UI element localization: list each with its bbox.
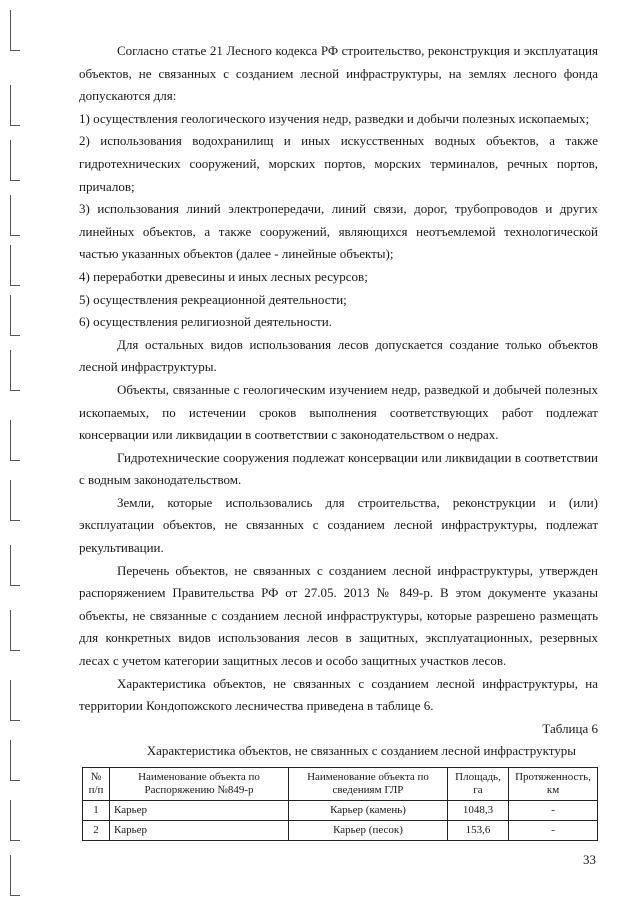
list-item-6: 6) осуществления религиозной деятельности.	[79, 314, 332, 330]
header-area: Площадь, га	[448, 768, 509, 801]
list-item-1: 1) осуществления геологического изучения недр, разведки и добычи полезных ископаемых;	[79, 110, 590, 126]
paragraph-other-uses: Для остальных видов использования лесов допускается создание только объектов лесной инфраструктуры.	[79, 336, 598, 375]
cell-length: -	[509, 821, 598, 841]
table-header-row	[83, 768, 598, 801]
paragraph-list-approval: Перечень объектов, не связанных с созданием лесной инфраструктуры, утвержден распоряжением Правительства РФ от 27.05. 2013 № 849-р. В этом документе указаны объекты, не связанные с созданием лесной инфраструктуры, которые разрешено размещать для конкретных видов использования лесов в защитных, эксплуатационных, резервных лесах с учетом категории защитных лесов и особо защитных участков лесов.	[79, 562, 598, 669]
table-row	[83, 821, 598, 841]
objects-table	[82, 767, 598, 841]
header-name-849: Наименование объекта по Распоряжению №849-р	[110, 768, 289, 801]
header-length: Протяженность, км	[509, 768, 598, 801]
page-number: 33	[583, 852, 596, 867]
cell-name-849: Карьер	[110, 801, 289, 821]
table-title: Характеристика объектов, не связанных с созданием лесной инфраструктуры	[146, 743, 576, 759]
paragraph-recultivation: Земли, которые использовались для строительства, реконструкции и (или) эксплуатации объектов, не связанных с созданием лесной инфраструктуры, подлежат рекультивации.	[79, 494, 598, 556]
list-item-2: 2) использования водохранилищ и иных искусственных водных объектов, а также гидротехнических сооружений, морских портов, морских терминалов, речных портов, причалов;	[79, 133, 598, 194]
table-label: Таблица 6	[542, 720, 598, 736]
paragraph-geology: Объекты, связанные с геологическим изучением недр, разведкой и добычей полезных ископаемых, по истечении сроков выполнения соответствующих работ подлежат консервации или ликвидации в соответствии с законодательством о недрах.	[79, 381, 598, 443]
paragraph-intro: Согласно статье 21 Лесного кодекса РФ строительство, реконструкция и эксплуатация объектов, не связанных с созданием лесной инфраструктуры, на землях лесного фонда допускаются для:	[79, 43, 598, 104]
paragraph-table-reference: Характеристика объектов, не связанных с созданием лесной инфраструктуры, на территории Кондопожского лесничества приведена в таблице 6.	[79, 675, 598, 714]
cell-area: 153,6	[448, 821, 509, 841]
list-item-4: 4) переработки древесины и иных лесных ресурсов;	[79, 268, 368, 284]
cell-name-glr: Карьер (камень)	[289, 801, 448, 821]
cell-name-849: Карьер	[110, 821, 289, 841]
cell-num: 2	[83, 821, 110, 841]
cell-area: 1048,3	[448, 801, 509, 821]
cell-name-glr: Карьер (песок)	[289, 821, 448, 841]
cell-num: 1	[83, 801, 110, 821]
list-item-3: 3) использования линий электропередачи, линий связи, дорог, трубопроводов и других линейных объектов, а также сооружений, являющихся неотъемлемой технологической частью указанных объектов (далее - линейные объекты);	[79, 201, 598, 262]
table-row	[83, 801, 598, 821]
header-name-glr: Наименование объекта по сведениям ГЛР	[289, 768, 448, 801]
list-item-5: 5) осуществления рекреационной деятельности;	[79, 291, 347, 307]
cell-length: -	[509, 801, 598, 821]
document-page	[79, 40, 598, 841]
paragraph-hydro: Гидротехнические сооружения подлежат консервации или ликвидации в соответствии с водным законодательством.	[79, 449, 598, 488]
binding-marks	[0, 0, 30, 905]
header-num: № п/п	[83, 768, 110, 801]
